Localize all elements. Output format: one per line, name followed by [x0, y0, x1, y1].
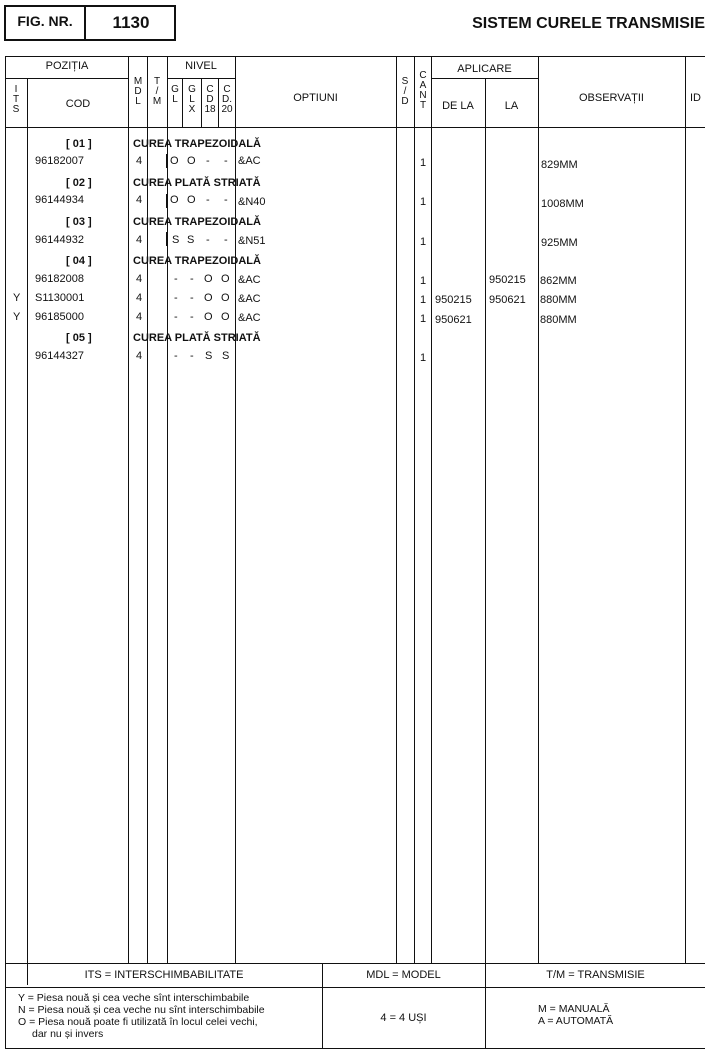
cell-cant: 1 — [420, 236, 427, 248]
header-mdl: M D L — [133, 76, 143, 107]
col-divider — [147, 57, 148, 963]
cell-cd18: - — [206, 194, 210, 206]
legend-tm-title: T/M = TRANSMISIE — [546, 969, 645, 981]
cell-mdl: 4 — [136, 311, 143, 323]
col-divider — [167, 57, 168, 963]
cell-optiuni: &AC — [238, 312, 261, 324]
cell-de-la: 950215 — [435, 294, 472, 306]
cell-cant: 1 — [420, 196, 427, 208]
cell-cod: 96144934 — [35, 194, 84, 206]
group-name: CUREA PLATĂ STRIATĂ — [133, 332, 261, 344]
tick — [166, 154, 167, 168]
cell-cd20: O — [221, 273, 230, 285]
row-divider — [167, 78, 235, 79]
page-title: SISTEM CURELE TRANSMISIE — [472, 15, 705, 32]
cell-mdl: 4 — [136, 155, 143, 167]
col-divider — [396, 57, 397, 963]
cell-mdl: 4 — [136, 194, 143, 206]
cell-observatii: 925MM — [541, 237, 578, 249]
header-observatii: OBSERVAȚII — [578, 92, 644, 104]
cell-cant: 1 — [420, 157, 427, 169]
group-name: CUREA TRAPEZOIDALĂ — [133, 216, 261, 228]
cell-glx: O — [187, 194, 196, 206]
header-g: G L — [171, 84, 179, 105]
cell-la: 950621 — [489, 294, 526, 306]
group-position: [ 01 ] — [66, 138, 92, 150]
header-optiuni: OPTIUNI — [293, 92, 338, 104]
cell-cd20: - — [224, 194, 228, 206]
cell-g: - — [174, 350, 178, 362]
cell-optiuni: &AC — [238, 293, 261, 305]
cell-glx: - — [190, 273, 194, 285]
header-cod: COD — [65, 98, 91, 110]
cell-observatii: 880MM — [540, 314, 577, 326]
legend-its-title: ITS = INTERSCHIMBABILITATE — [84, 969, 244, 981]
cell-cd18: O — [204, 311, 213, 323]
cell-g: - — [174, 273, 178, 285]
cell-mdl: 4 — [136, 273, 143, 285]
group-position: [ 04 ] — [66, 255, 92, 267]
col-divider — [685, 57, 686, 963]
header-cant: C A N T — [419, 70, 427, 111]
cell-cod: 96182008 — [35, 273, 84, 285]
group-name: CUREA PLATĂ STRIATĂ — [133, 177, 261, 189]
cell-cant: 1 — [420, 313, 427, 325]
cell-observatii: 880MM — [540, 294, 577, 306]
tick — [166, 232, 167, 246]
header-glx: G L X — [188, 84, 196, 115]
header-la: LA — [504, 100, 519, 112]
col-divider — [538, 57, 539, 963]
cell-cant: 1 — [420, 275, 427, 287]
header-cd18: C D 18 — [204, 84, 216, 115]
header-tm: T / M — [152, 76, 162, 107]
header-bottom-line — [6, 127, 705, 128]
cell-glx: - — [190, 311, 194, 323]
header-id: ID — [690, 92, 701, 104]
group-position: [ 02 ] — [66, 177, 92, 189]
col-divider — [128, 57, 129, 963]
cell-g: S — [172, 234, 180, 246]
cell-g: - — [174, 292, 178, 304]
col-divider — [485, 79, 486, 963]
col-divider — [235, 57, 236, 963]
col-divider — [27, 79, 28, 985]
cell-observatii: 862MM — [540, 275, 577, 287]
legend-its-o-cont: dar nu și invers — [32, 1028, 104, 1040]
cell-cd20: O — [221, 292, 230, 304]
cell-observatii: 829MM — [541, 159, 578, 171]
cell-cd18: S — [205, 350, 213, 362]
cell-optiuni: &N40 — [238, 196, 266, 208]
legend-mdl-value: 4 = 4 UȘI — [380, 1012, 427, 1024]
figure-number: 1130 — [112, 13, 150, 32]
cell-cod: 96144327 — [35, 350, 84, 362]
cell-g: - — [174, 311, 178, 323]
cell-cd20: O — [221, 311, 230, 323]
col-divider — [182, 79, 183, 127]
cell-cd18: O — [204, 292, 213, 304]
row-divider — [6, 78, 128, 79]
cell-glx: - — [190, 292, 194, 304]
header-pozitia: POZIȚIA — [45, 60, 89, 72]
cell-optiuni: &AC — [238, 274, 261, 286]
row-divider — [431, 78, 538, 79]
parts-table — [5, 56, 705, 1049]
cell-glx: S — [187, 234, 195, 246]
group-name: CUREA TRAPEZOIDALĂ — [133, 255, 261, 267]
cell-cod: 96182007 — [35, 155, 84, 167]
header-its: I T S — [12, 84, 20, 115]
group-position: [ 03 ] — [66, 216, 92, 228]
cell-de-la: 950621 — [435, 314, 472, 326]
cell-cod: 96144932 — [35, 234, 84, 246]
cell-cd18: - — [206, 234, 210, 246]
figure-label: FIG. NR. — [17, 13, 73, 29]
cell-observatii: 1008MM — [541, 198, 584, 210]
cell-cod: S1130001 — [35, 292, 85, 304]
cell-g: O — [170, 194, 179, 206]
cell-optiuni: &N51 — [238, 235, 266, 247]
cell-g: O — [170, 155, 179, 167]
col-divider — [431, 57, 432, 963]
cell-cd20: - — [224, 234, 228, 246]
header-nivel: NIVEL — [185, 60, 217, 72]
cell-its: Y — [13, 292, 21, 304]
header-sd: S / D — [401, 76, 409, 107]
cell-cd20: - — [224, 155, 228, 167]
legend-its-n: N = Piesa nouă și cea veche nu sînt interschimbabile — [18, 1004, 265, 1016]
header-cd20: C D. 20 — [221, 84, 233, 115]
header-de-la: DE LA — [442, 100, 474, 112]
cell-glx: O — [187, 155, 196, 167]
footer-top-line — [6, 963, 705, 964]
cell-cd18: - — [206, 155, 210, 167]
legend-its-o: O = Piesa nouă poate fi utilizată în locul celei vechi, — [18, 1016, 258, 1028]
footer-mid-line — [6, 987, 705, 988]
tick — [166, 194, 167, 208]
legend-mdl-title: MDL = MODEL — [366, 969, 441, 981]
header-aplicare: APLICARE — [457, 63, 512, 75]
cell-mdl: 4 — [136, 350, 143, 362]
col-divider — [414, 57, 415, 963]
legend-tm-a: A = AUTOMATĂ — [538, 1015, 614, 1027]
group-name: CUREA TRAPEZOIDALĂ — [133, 138, 261, 150]
cell-optiuni: &AC — [238, 155, 261, 167]
cell-la: 950215 — [489, 274, 526, 286]
cell-cant: 1 — [420, 352, 427, 364]
cell-cd18: O — [204, 273, 213, 285]
cell-glx: - — [190, 350, 194, 362]
cell-cd20: S — [222, 350, 230, 362]
cell-mdl: 4 — [136, 234, 143, 246]
cell-mdl: 4 — [136, 292, 143, 304]
cell-its: Y — [13, 311, 21, 323]
cell-cant: 1 — [420, 294, 427, 306]
cell-cod: 96185000 — [35, 311, 84, 323]
legend-tm-m: M = MANUALĂ — [538, 1003, 610, 1015]
group-position: [ 05 ] — [66, 332, 92, 344]
legend-its-y: Y = Piesa nouă și cea veche sînt interschimbabile — [18, 992, 250, 1004]
